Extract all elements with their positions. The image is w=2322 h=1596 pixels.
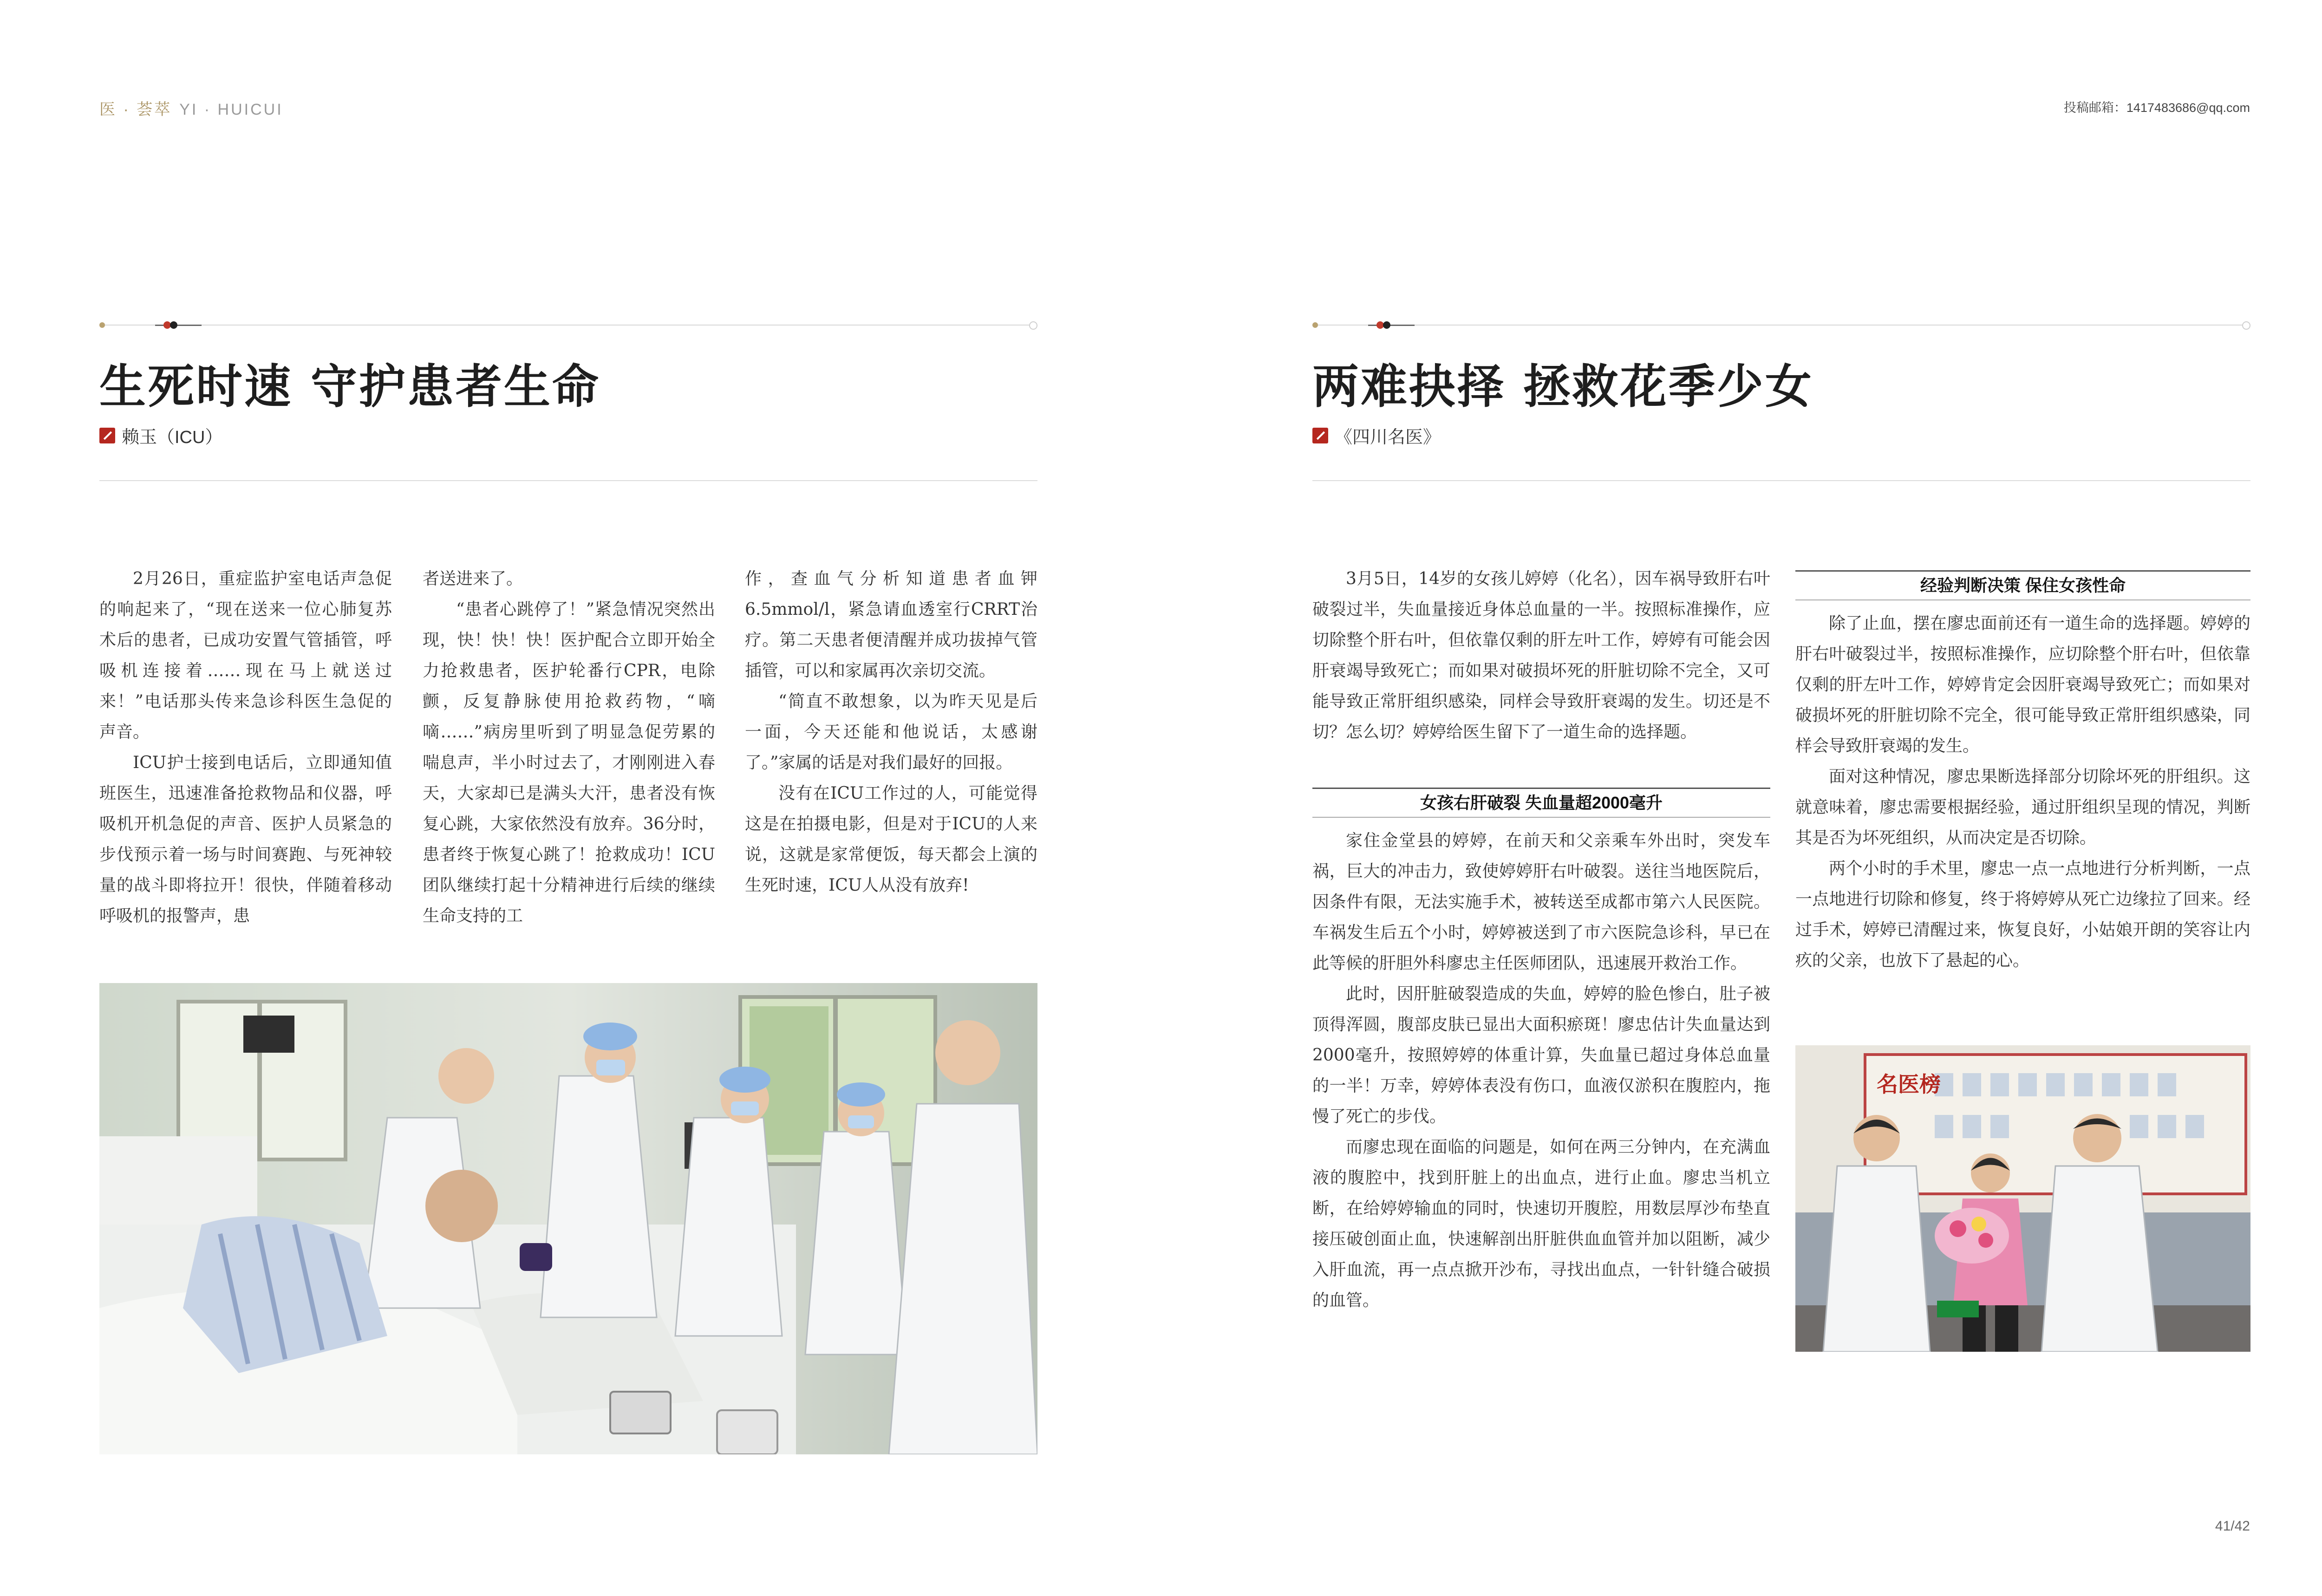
paragraph: 而廖忠现在面临的问题是，如何在两三分钟内，在充满血液的腹腔中，找到肝脏上的出血点，进行止血。廖忠当机立断，在给婷婷输血的同时，快速切开腹腔，用数层厚沙布垫直接压破创面止血，快速解剖出肝脏供血血管并加以阻断，减少入肝血流，再一点点掀开沙布，寻找出血点，一针针缝合破损的血管。 <box>1312 1138 1770 1310</box>
page-number: 41/42 <box>2215 1518 2250 1534</box>
article1-column-1 <box>99 564 392 932</box>
pen-icon <box>1312 428 1328 443</box>
section-name-cn: 医 · 荟萃 <box>99 101 172 118</box>
paragraph: 者送进来了。 <box>423 569 523 588</box>
paragraph: 两个小时的手术里，廖忠一点一点地进行分析判断，一点一点地进行切除和修复，终于将婷婷从死亡边缘拉了回来。经过手术，婷婷已清醒过来，恢复良好，小姑娘开朗的笑容让内疚的父亲，也放下了悬起的心。 <box>1795 859 2250 970</box>
title-decoration-right <box>1312 320 2250 330</box>
paragraph: 家住金堂县的婷婷，在前天和父亲乘车外出时，突发车祸，巨大的冲击力，致使婷婷肝右叶破裂。送往当地医院后，因条件有限，无法实施手术，被转送至成都市第六人民医院。车祸发生后五个小时，婷婷被送到了市六医院急诊科，早已在此等候的肝胆外科廖忠主任医师团队，迅速展开救治工作。 <box>1312 831 1770 973</box>
section-name-en: YI · HUICUI <box>179 101 283 118</box>
paragraph: 面对这种情况，廖忠果断选择部分切除坏死的肝组织。这就意味着，廖忠需要根据经验，通过肝组织呈现的情况，判断其是否为坏死组织，从而决定是否切除。 <box>1795 767 2250 847</box>
honor-board-sign: 名医榜 <box>1877 1072 1941 1097</box>
section-header <box>99 97 283 119</box>
title-divider-left <box>99 480 1037 481</box>
article2-title: 两难抉择 拯救花季少女 <box>1312 359 1813 414</box>
paragraph: “患者心跳停了！”紧急情况突然出现，快！快！快！医护配合立即开始全力抢救患者，医护轮番行CPR，电除颤，反复静脉使用抢救药物，“嘀嘀……”病房里听到了明显急促劳累的喘息声，半小时过去了，才刚刚进入春天，大家却已是满头大汗，患者没有恢复心跳，大家依然没有放弃。36分时，患者终于恢复心跳了！抢救成功！ICU团队继续打起十分精神进行后续的继续生命支持的工 <box>423 600 715 925</box>
article2-subhead-2: 经验判断决策 保住女孩性命 <box>1795 570 2250 600</box>
paragraph: 除了止血，摆在廖忠面前还有一道生命的选择题。婷婷的肝右叶破裂过半，按照标准操作，应切除整个肝右叶，但依靠仅剩的肝左叶工作，婷婷肯定会因肝衰竭导致死亡；而如果对破损坏死的肝脏切除不完全，很可能导致正常肝组织感染，同样会导致肝衰竭的发生。 <box>1795 614 2250 756</box>
article1-author: 赖玉（ICU） <box>122 428 223 447</box>
article1-column-3 <box>745 564 1037 901</box>
title-divider-right <box>1312 480 2250 481</box>
article1-title: 生死时速 守护患者生命 <box>99 359 600 414</box>
title-decoration-left <box>99 320 1037 330</box>
paragraph: 3月5日，14岁的女孩儿婷婷（化名），因车祸导致肝右叶破裂过半，失血量接近身体总血量的一半。按照标准操作，应切除整个肝右叶，但依靠仅剩的肝左叶工作，婷婷有可能会因肝衰竭导致死亡；而如果对破损坏死的肝脏切除不完全，又可能导致正常肝组织感染，同样会导致肝衰竭的发生。切还是不切？怎么切？婷婷给医生留下了一道生命的选择题。 <box>1312 569 1770 742</box>
article1-column-2 <box>423 564 715 932</box>
article2-author: 《四川名医》 <box>1335 428 1441 447</box>
paragraph: “简直不敢想象，以为昨天见是后一面，今天还能和他说话，太感谢了。”家属的话是对我们最好的回报。 <box>745 692 1037 772</box>
submission-email: 投稿邮箱：1417483686@qq.com <box>2063 101 2250 115</box>
article2-column-1-intro <box>1312 564 1770 748</box>
paragraph: 作，查血气分析知道患者血钾6.5mmol/l，紧急请血透室行CRRT治疗。第二天患者便清醒并成功拔掉气管插管，可以和家属再次亲切交流。 <box>745 569 1037 680</box>
article2-column-1-body <box>1312 826 1770 1316</box>
paragraph: 此时，因肝脏破裂造成的失血，婷婷的脸色惨白，肚子被顶得浑圆，腹部皮肤已显出大面积瘀斑！廖忠估计失血量达到2000毫升，按照婷婷的体重计算，失血量已超过身体总血量的一半！万幸，婷婷体表没有伤口，血液仅淤积在腹腔内，拖慢了死亡的步伐。 <box>1312 984 1770 1126</box>
doctors-with-patient-photo <box>1795 1045 2250 1352</box>
pen-icon <box>99 428 115 443</box>
icu-team-photo <box>99 983 1037 1454</box>
article2-subhead-1: 女孩右肝破裂 失血量超2000毫升 <box>1312 788 1770 818</box>
paragraph: 2月26日，重症监护室电话声急促的响起来了，“现在送来一位心肺复苏术后的患者，已成功安置气管插管，呼吸机连接着……现在马上就送过来！”电话那头传来急诊科医生急促的声音。 <box>99 569 392 742</box>
article2-byline <box>1312 423 1441 448</box>
paragraph: 没有在ICU工作过的人，可能觉得这是在拍摄电影，但是对于ICU的人来说，这就是家常便饭，每天都会上演的生死时速，ICU人从没有放弃! <box>745 784 1037 895</box>
article1-byline <box>99 423 222 448</box>
article2-column-2-body <box>1795 608 2250 976</box>
paragraph: ICU护士接到电话后，立即通知值班医生，迅速准备抢救物品和仪器，呼吸机开机急促的声音、医护人员紧急的步伐预示着一场与时间赛跑、与死神较量的战斗即将拉开！很快，伴随着移动呼吸机的报警声，患 <box>99 753 392 925</box>
